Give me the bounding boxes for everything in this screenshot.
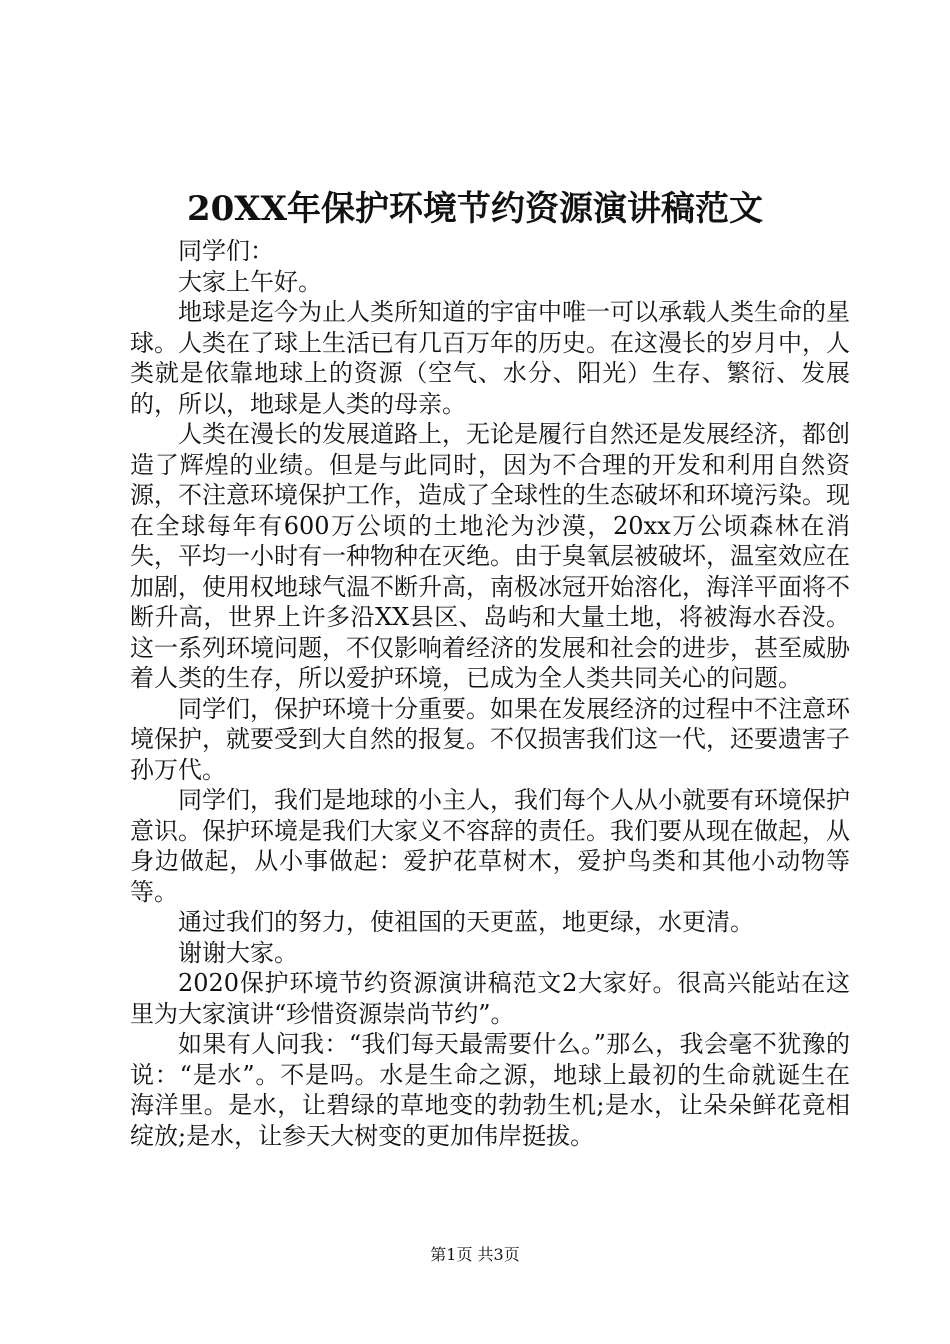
paragraph-responsibility: 同学们，我们是地球的小主人，我们每个人从小就要有环境保护意识。保护环境是我们大家义不容辞的责任。我们要从现在做起，从身边做起，从小事做起：爱护花草树木，爱护鸟类和其他小动物等等。 [130, 786, 850, 906]
paragraph-water: 如果有人问我：“我们每天最需要什么。”那么，我会毫不犹豫的说：“是水”。不是吗。水是生命之源，地球上最初的生命就诞生在海洋里。是水，让碧绿的草地变的勃勃生机;是水，让朵朵鲜花竟相绽放;是水，让参天大树变的更加伟岸挺拔。 [130, 1030, 850, 1150]
document-body [130, 236, 850, 1151]
paragraph-importance: 同学们，保护环境十分重要。如果在发展经济的过程中不注意环境保护，就要受到大自然的报复。不仅损害我们这一代，还要遗害子孙万代。 [130, 694, 850, 784]
paragraph-speech-two-intro: 2020保护环境节约资源演讲稿范文2大家好。很高兴能站在这里为大家演讲“珍惜资源崇尚节约”。 [130, 969, 850, 1028]
document-title: 20XX年保护环境节约资源演讲稿范文 [186, 189, 764, 229]
paragraph-greeting: 同学们： [178, 237, 274, 265]
paragraph-good-morning: 大家上午好。 [178, 267, 322, 296]
paragraph-thanks: 谢谢大家。 [178, 938, 298, 967]
paragraph-earth-intro: 地球是迄今为止人类所知道的宇宙中唯一可以承载人类生命的星球。人类在了球上生活已有几百万年的历史。在这漫长的岁月中，人类就是依靠地球上的资源（空气、水分、阳光）生存、繁衍、发展的，所以，地球是人类的母亲。 [130, 298, 850, 418]
paragraph-effort: 通过我们的努力，使祖国的天更蓝，地更绿，水更清。 [178, 908, 754, 936]
paragraph-environment-problems: 人类在漫长的发展道路上，无论是履行自然还是发展经济，都创造了辉煌的业绩。但是与此同时，因为不合理的开发和利用自然资源，不注意环境保护工作，造成了全球性的生态破坏和环境污染。现在全球每年有600万公顷的土地沦为沙漠，20xx万公顷森林在消失，平均一小时有一种物种在灭绝。由于臭氧层被破坏，温室效应在加剧，使用权地球气温不断升高，南极冰冠开始溶化，海洋平面将不断升高，世界上许多沿XX县区、岛屿和大量土地，将被海水吞没。这一系列环境问题，不仅影响着经济的发展和社会的进步，甚至威胁着人类的生存，所以爱护环境，已成为全人类共同关心的问题。 [130, 420, 850, 692]
page-number-footer: 第1页 共3页 [430, 1245, 520, 1264]
